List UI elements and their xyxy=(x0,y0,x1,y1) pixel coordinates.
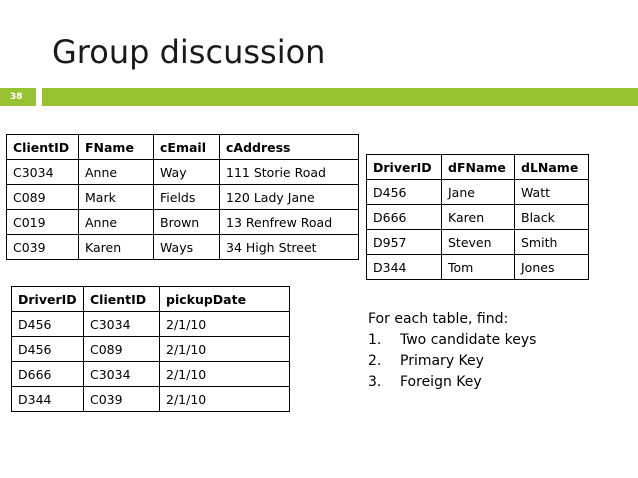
table-cell: 2/1/10 xyxy=(160,387,290,412)
table-row xyxy=(367,255,589,280)
table-cell: Anne xyxy=(79,160,154,185)
list-item-text: Primary Key xyxy=(400,353,484,369)
client-table xyxy=(6,134,359,260)
driver-table xyxy=(366,154,589,280)
table-cell: Karen xyxy=(442,205,515,230)
table-row xyxy=(12,387,290,412)
table-cell: Anne xyxy=(79,210,154,235)
table-cell: D666 xyxy=(12,362,84,387)
table-header-row xyxy=(367,155,589,180)
table-cell: D344 xyxy=(12,387,84,412)
table-cell: 111 Storie Road xyxy=(220,160,359,185)
column-header: cEmail xyxy=(154,135,220,160)
table-cell: D666 xyxy=(367,205,442,230)
table-cell: C039 xyxy=(7,235,79,260)
list-item xyxy=(368,330,634,351)
column-header: cAddress xyxy=(220,135,359,160)
accent-bar xyxy=(42,88,638,106)
column-header: dLName xyxy=(515,155,589,180)
list-number: 3. xyxy=(368,374,382,390)
table-cell: Fields xyxy=(154,185,220,210)
table-row xyxy=(7,160,359,185)
task-list xyxy=(368,330,634,393)
table-cell: Tom xyxy=(442,255,515,280)
task-instructions xyxy=(368,309,634,393)
table-row xyxy=(12,312,290,337)
column-header: FName xyxy=(79,135,154,160)
table-cell: D957 xyxy=(367,230,442,255)
table-row xyxy=(12,362,290,387)
column-header: DriverID xyxy=(367,155,442,180)
table-cell: Smith xyxy=(515,230,589,255)
table-cell: Watt xyxy=(515,180,589,205)
column-header: DriverID xyxy=(12,287,84,312)
table-cell: D456 xyxy=(12,312,84,337)
table-cell: C039 xyxy=(84,387,160,412)
column-header: ClientID xyxy=(84,287,160,312)
list-number: 1. xyxy=(368,332,382,348)
table-row xyxy=(367,205,589,230)
table-header-row xyxy=(12,287,290,312)
table-cell: Ways xyxy=(154,235,220,260)
table-cell: Way xyxy=(154,160,220,185)
list-item-text: Foreign Key xyxy=(400,374,482,390)
table-header-row xyxy=(7,135,359,160)
table-cell: Karen xyxy=(79,235,154,260)
table-cell: C3034 xyxy=(84,362,160,387)
list-number: 2. xyxy=(368,353,382,369)
table-cell: Steven xyxy=(442,230,515,255)
column-header: dFName xyxy=(442,155,515,180)
table-cell: Brown xyxy=(154,210,220,235)
task-intro: For each table, find: xyxy=(368,311,509,327)
table-cell: D456 xyxy=(367,180,442,205)
table-cell: 34 High Street xyxy=(220,235,359,260)
list-item xyxy=(368,351,634,372)
table-cell: C089 xyxy=(7,185,79,210)
table-cell: Jane xyxy=(442,180,515,205)
pickup-table xyxy=(11,286,290,412)
table-row xyxy=(7,235,359,260)
table-cell: 13 Renfrew Road xyxy=(220,210,359,235)
table-cell: 2/1/10 xyxy=(160,362,290,387)
table-row xyxy=(12,337,290,362)
table-cell: 120 Lady Jane xyxy=(220,185,359,210)
table-row xyxy=(367,230,589,255)
table-cell: D456 xyxy=(12,337,84,362)
table-cell: C089 xyxy=(84,337,160,362)
table-cell: Mark xyxy=(79,185,154,210)
table-cell: C019 xyxy=(7,210,79,235)
list-item xyxy=(368,372,634,393)
table-row xyxy=(367,180,589,205)
table-cell: C3034 xyxy=(84,312,160,337)
slide-title: Group discussion xyxy=(52,33,326,71)
column-header: ClientID xyxy=(7,135,79,160)
column-header: pickupDate xyxy=(160,287,290,312)
list-item-text: Two candidate keys xyxy=(400,332,537,348)
slide-number: 38 xyxy=(0,88,36,106)
table-cell: 2/1/10 xyxy=(160,337,290,362)
table-row xyxy=(7,210,359,235)
table-cell: C3034 xyxy=(7,160,79,185)
table-row xyxy=(7,185,359,210)
table-cell: Jones xyxy=(515,255,589,280)
table-cell: 2/1/10 xyxy=(160,312,290,337)
table-cell: Black xyxy=(515,205,589,230)
table-cell: D344 xyxy=(367,255,442,280)
